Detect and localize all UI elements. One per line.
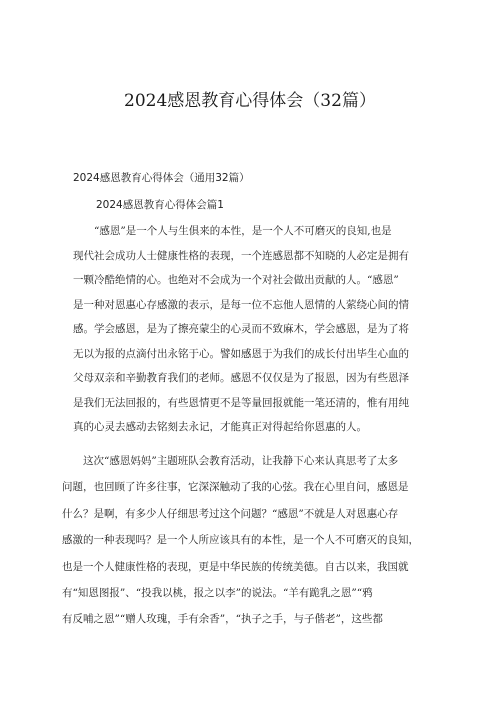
paragraph-line: 一颗冷酷绝情的心。也绝对不会成为一个对社会做出贡献的人。“感恩”	[73, 274, 399, 286]
paragraph-line: 什么？是啊，有多少人仔细思考过这个问题？“感恩”不就是人对恩惠心存	[62, 508, 399, 520]
paragraph-line: 问题，也回顾了许多往事，它深深触动了我的心弦。我在心里自问，感恩是	[62, 481, 409, 493]
paragraph-line: 真的心灵去感动去铭刻去永记，才能真正对得起给你恩惠的人。	[73, 421, 367, 433]
paragraph-line: 父母双亲和辛勤教育我们的老师。感恩不仅仅是为了报恩，因为有些恩泽	[73, 372, 409, 384]
paragraph-line: 有反哺之恩”“赠人玫瑰，手有余香”，“执子之手，与子偕老”，这些都	[62, 613, 383, 625]
paragraph-line: 也是一个人健康性格的表现，更是中华民族的传统美德。自古以来，我国就	[62, 561, 409, 573]
paragraph-line: “感恩”是一个人与生俱来的本性，是一个人不可磨灭的良知,也是	[73, 225, 392, 237]
paragraph-line: 有“知恩图报”、“投我以桃，报之以李”的说法。“羊有跪乳之恩”“鸦	[62, 587, 373, 599]
paragraph-line: 是一种对恩惠心存感激的表示，是每一位不忘他人恩情的人萦绕心间的情	[73, 299, 409, 311]
paragraph-line: 这次“感恩妈妈”主题班队会教育活动，让我静下心来认真思考了太多	[62, 455, 399, 467]
paragraph-line: 无以为报的点滴付出永铭于心。譬如感恩于为我们的成长付出毕生心血的	[73, 348, 409, 360]
paragraph-line: 是我们无法回报的，有些恩情更不是等量回报就能一笔还清的，惟有用纯	[73, 397, 409, 409]
document-subtitle: 2024感恩教育心得体会（通用32篇）	[73, 172, 250, 184]
section-heading: 2024感恩教育心得体会篇1	[96, 199, 224, 211]
paragraph-line: 感。学会感恩，是为了擦亮蒙尘的心灵而不致麻木，学会感恩，是为了将	[73, 323, 409, 335]
paragraph-line: 现代社会成功人士健康性格的表现，一个连感恩都不知晓的人必定是拥有	[73, 250, 409, 262]
paragraph-line: 感激的一种表现吗？是一个人所应该具有的本性，是一个人不可磨灭的良知，	[62, 534, 419, 546]
document-title: 2024感恩教育心得体会（32篇）	[124, 91, 376, 111]
